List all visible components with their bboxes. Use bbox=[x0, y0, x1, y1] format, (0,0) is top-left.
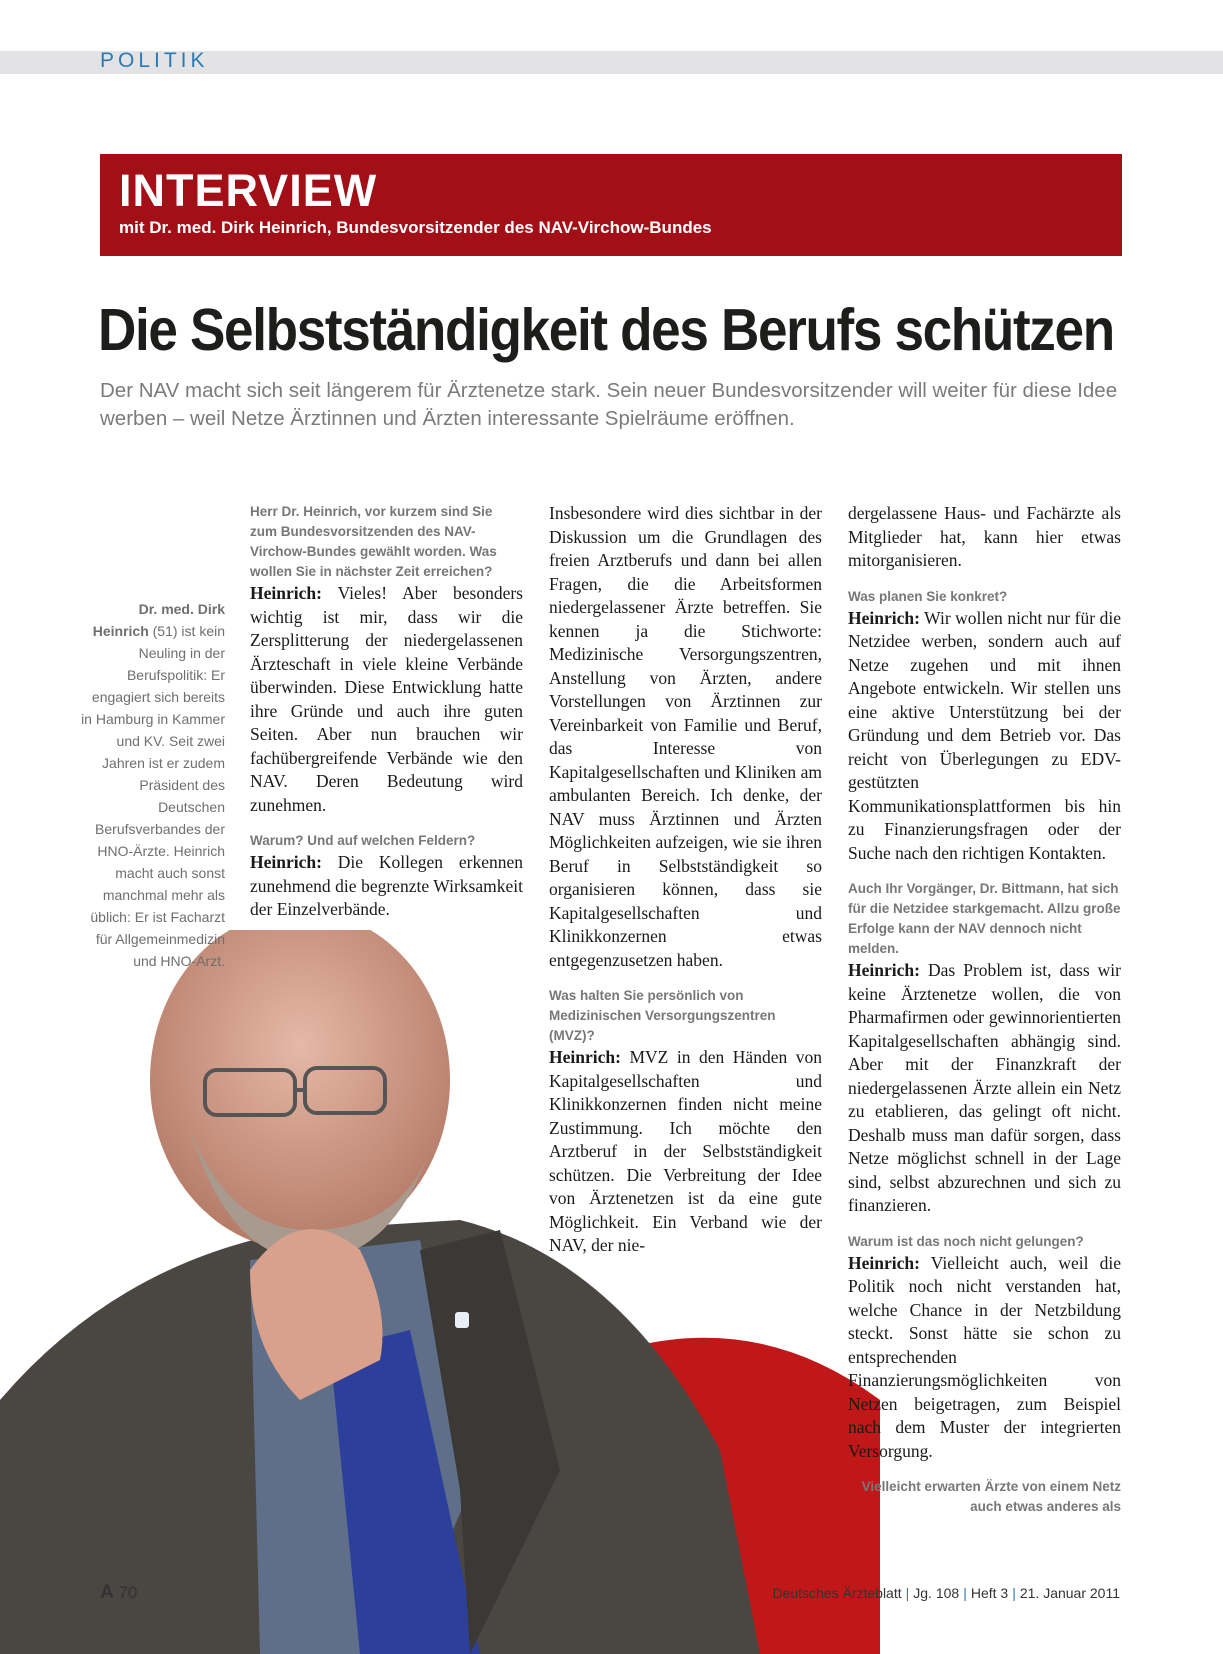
journal-issue: Heft 3 bbox=[970, 1585, 1009, 1601]
speaker-label: Heinrich: bbox=[250, 852, 322, 872]
speaker-label: Heinrich: bbox=[848, 607, 920, 628]
speaker-label: Heinrich: bbox=[250, 583, 322, 603]
column-3 bbox=[848, 502, 1121, 1517]
answer-text: Die Kollegen erkennen zunehmend die begrenzte Wirksamkeit der Einzelverbände. bbox=[250, 852, 523, 919]
answer-text: Vieles! Aber besonders wichtig ist mir, dass wir die Zersplitterung der niedergelassenen Ärzteschaft in viele kleine Verbände überwinden. Diese Entwicklung hatte ihre Gründe und auch ihre guten Seiten. Aber nun brauchen wir fachübergreifende Verbände wie den NAV. Deren Bedeutung wird zunehmen. bbox=[250, 583, 523, 815]
bio-text: (51) ist kein Neuling in der Berufspolitik: Er engagiert sich bereits in Hamburg in Kammer und KV. Seit zwei Jahren ist er zudem Präsident des Deutschen Berufsverbandes der HNO-Ärzte. Heinrich macht auch sonst manchmal mehr als üblich: Er ist Facharzt für Allgemeinmedizin und HNO-Arzt. bbox=[81, 623, 225, 969]
question: Herr Dr. Heinrich, vor kurzem sind Sie zum Bundesvorsitzenden des NAV-Virchow-Bundes gewählt worden. Was wollen Sie in nächster Zeit erreichen? bbox=[250, 504, 497, 579]
question: Was halten Sie persönlich von Medizinischen Versorgungszentren (MVZ)? bbox=[549, 988, 776, 1043]
journal-footer: Deutsches Ärzteblatt | Jg. 108 | Heft 3 | 21. Januar 2011 bbox=[772, 1585, 1120, 1601]
answer bbox=[848, 607, 1121, 866]
question: Warum ist das noch nicht gelungen? bbox=[848, 1233, 1084, 1249]
speaker-label: Heinrich: bbox=[848, 960, 920, 980]
answer-text: Vielleicht auch, weil die Politik noch nicht verstanden hat, welche Chance in der Netzbildung steckt. Sonst hätte sie schon zu entsprechenden Finanzierungsmöglichkeiten von Netzen beigetragen, zum Beispiel nach dem Muster der integrierten Versorgung. bbox=[848, 1252, 1121, 1461]
answer bbox=[250, 582, 523, 817]
page-prefix: A bbox=[100, 1582, 114, 1603]
question: Vielleicht erwarten Ärzte von einem Netz auch etwas anderes als bbox=[861, 1479, 1121, 1514]
answer bbox=[250, 851, 523, 922]
answer bbox=[848, 1252, 1121, 1464]
answer-text: MVZ in den Händen von Kapitalgesellschaften und Klinikkonzernen finden nicht meine Zustimmung. Ich möchte den Arztberuf in der Selbstständigkeit schützen. Die Verbreitung der Idee von Ärztenetzen ist da eine gute Möglichkeit. Ein Verband wie der NAV, der nie- bbox=[549, 1047, 822, 1255]
headline: Die Selbstständigkeit des Berufs schützen bbox=[98, 297, 1114, 363]
lead-paragraph: Der NAV macht sich seit längerem für Ärztenetze stark. Sein neuer Bundesvorsitzender will weiter für diese Idee werben – weil Netze Ärztinnen und Ärzten interessante Spielräume eröffnen. bbox=[100, 379, 1118, 430]
question: Auch Ihr Vorgänger, Dr. Bittmann, hat sich für die Netzidee starkgemacht. Allzu große Erfolge kann der NAV dennoch nicht melden. bbox=[848, 881, 1121, 956]
bio-sidebar bbox=[80, 598, 225, 972]
bio-name: Dr. med. Dirk Heinrich bbox=[92, 601, 225, 639]
answer-text: Wir wollen nicht nur für die Netzidee werben, sondern auch auf Netze zugehen und mit ihnen Angebote entwickeln. Wir stellen uns eine aktive Unterstützung bei der Gründung und dem Betrieb vor. Das reicht von Überlegungen zu EDV-gestützten Kommunikationsplattformen bis hin zu Finanzierungsfragen oder der Suche nach den richtigen Kontakten. bbox=[848, 607, 1121, 863]
interview-banner bbox=[100, 154, 1122, 256]
page-number bbox=[100, 1582, 137, 1604]
banner-title: INTERVIEW bbox=[119, 165, 378, 216]
section-label: POLITIK bbox=[100, 49, 209, 72]
answer-continued: Insbesondere wird dies sichtbar in der Diskussion um die Grundlagen des freien Arztberufs und dann bei allen Fragen, die die Arbeitsformen niedergelassener Ärzte betreffen. Sie kennen ja die Stichworte: Medizinische Versorgungszentren, Anstellung von Ärzten, andere Vorstellungen von Ärztinnen zur Vereinbarkeit von Familie und Beruf, das Interesse von Kapitalgesellschaften und Kliniken am ambulanten Bereich. Ich denke, der NAV muss Ärztinnen und Ärzten Möglichkeiten aufzeigen, wie sie ihren Beruf in Selbstständigkeit so organisieren können, dass sie Kapitalgesellschaften und Klinikkonzernen etwas entgegenzusetzen haben. bbox=[549, 503, 822, 970]
speaker-label: Heinrich: bbox=[848, 1252, 920, 1273]
journal-name: Deutsches Ärzteblatt bbox=[772, 1585, 902, 1601]
banner-subtitle: mit Dr. med. Dirk Heinrich, Bundesvorsitzender des NAV-Virchow-Bundes bbox=[119, 218, 712, 237]
answer bbox=[549, 1046, 822, 1258]
journal-volume: Jg. 108 bbox=[913, 1585, 960, 1601]
answer bbox=[848, 959, 1121, 1218]
speaker-label: Heinrich: bbox=[549, 1047, 621, 1067]
answer-continued: dergelassene Haus- und Fachärzte als Mitglieder hat, kann hier etwas mitorganisieren. bbox=[848, 503, 1121, 570]
question: Was planen Sie konkret? bbox=[848, 588, 1008, 604]
question: Warum? Und auf welchen Feldern? bbox=[250, 833, 476, 848]
page-number-value: 70 bbox=[118, 1583, 138, 1602]
column-2 bbox=[549, 502, 822, 1258]
column-1 bbox=[250, 502, 523, 922]
journal-date: 21. Januar 2011 bbox=[1019, 1585, 1120, 1601]
answer-text: Das Problem ist, dass wir keine Ärztenetze wollen, die von Pharmafirmen oder gewinnorientierten Kapitalgesellschaften abhängig sind. Aber mit der Finanzkraft der niedergelassenen Ärzte allein ein Netz zu etablieren, das gelingt oft nicht. Deshalb muss man dafür sorgen, dass Netze möglichst schnell in der Lage sind, selbst abzurechnen und sich zu finanzieren. bbox=[848, 960, 1121, 1215]
